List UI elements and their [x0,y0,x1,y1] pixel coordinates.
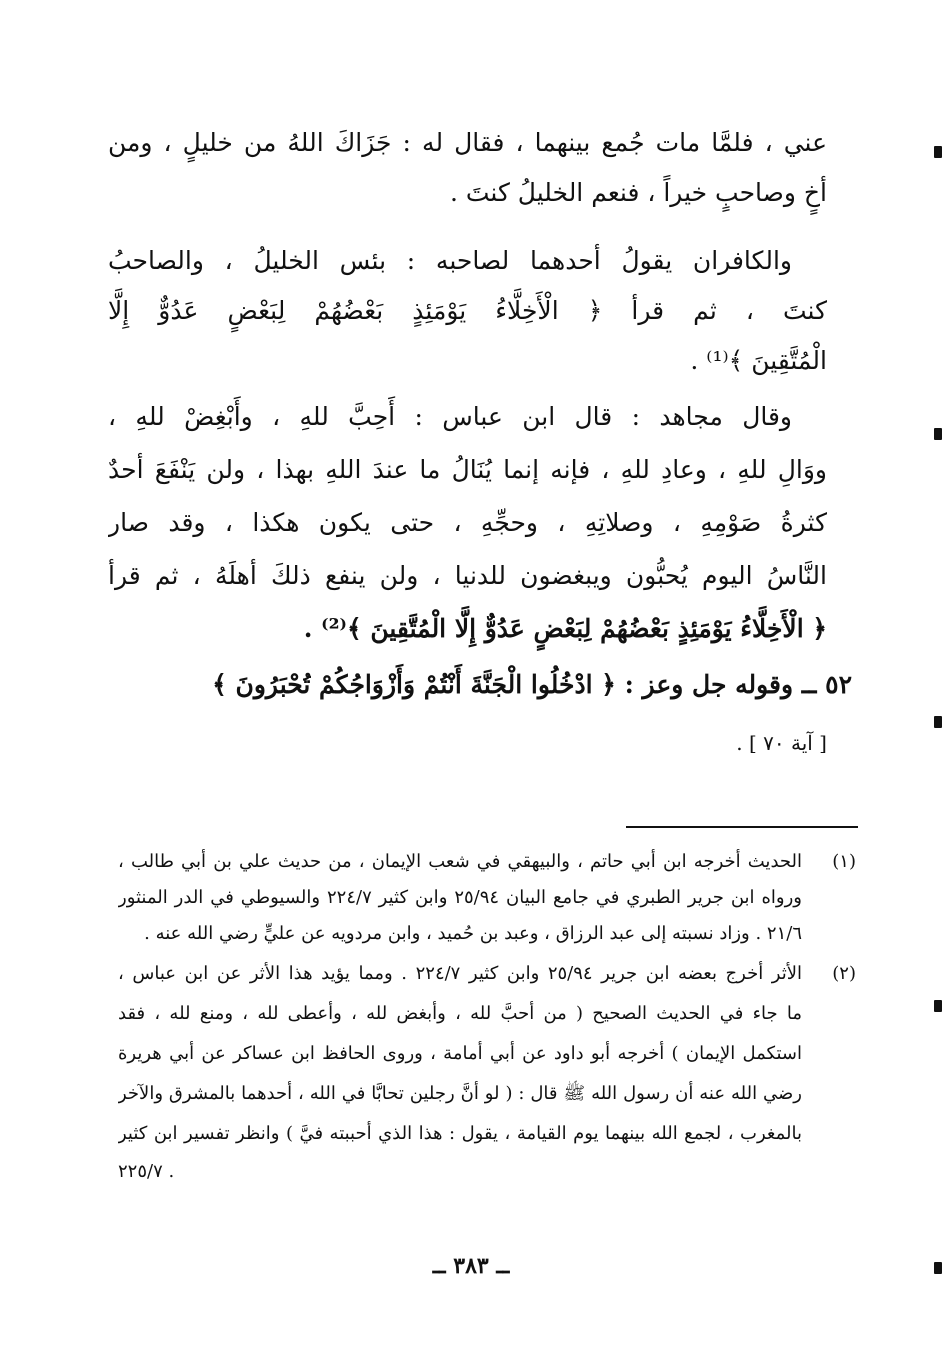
footnote-2-number: (٢) [832,963,856,984]
paragraph-3-line-2: ووَالِ للهِ ، وعادِ للهِ ، فإنه إنما يُنَالُ ما عندَ اللهِ بهذا ، ولن يَنْفَعَ أحدٌ [108,455,827,484]
footnote-1-line-3: ٢١/٦ . وزاد نسبته إلى عبد الرزاق ، وعبد بن حُميد ، وابن مردويه عن عليٍّ رضي الله عنه . [144,923,802,944]
paragraph-3-line-5: ﴿ الْأَخِلَّاءُ يَوْمَئِذٍ بَعْضُهُمْ لِبَعْضٍ عَدُوٌّ إِلَّا الْمُتَّقِينَ ﴾⁽²⁾ . [303,614,827,643]
footnote-2-line-4: رضي الله عنه أن رسول الله ﷺ قال : ( لو أنَّ رجلين تحابَّا في الله ، أحدهما بالمشرق والآخر [118,1083,802,1104]
footnote-separator [626,826,858,828]
binding-mark [934,716,942,728]
footnote-1-number: (١) [832,851,856,872]
paragraph-2-line-1: والكافران يقولُ أحدهما لصاحبه : بئس الخليلُ ، والصاحبُ [108,246,792,275]
paragraph-2-line-2: كنتَ ، ثم قرأ ﴿ الْأَخِلَّاءُ يَوْمَئِذٍ بَعْضُهُمْ لِبَعْضٍ عَدُوٌّ إِلَّا [108,296,827,325]
paragraph-3-line-3: كثرةُ صَوْمِهِ ، وصلاتِهِ ، وحجِّهِ ، حتى يكون هكذا ، وقد صار [108,508,827,537]
footnote-2-line-5: بالمغرب ، لجمع الله بينهما يوم القيامة ، يقول : هذا الذي أحببته فيَّ ) وانظر تفسير ابن كثير [118,1123,802,1144]
paragraph-2-line-3: الْمُتَّقِينَ ﴾⁽¹⁾ . [690,346,827,375]
footnote-1-line-1: الحديث أخرجه ابن أبي حاتم ، والبيهقي في شعب الإيمان ، من حديث علي بن أبي طالب ، [118,851,802,872]
section-heading: ٥٢ ــ وقوله جل وعز : ﴿ ادْخُلُوا الْجَنَّةَ أَنْتُمْ وَأَزْوَاجُكُمْ تُحْبَرُونَ ﴾ [212,670,852,699]
paragraph-1-line-1: عني ، فلمَّا مات جُمع بينهما ، فقال له : جَزَاكَ اللهُ من خليلٍ ، ومن [108,128,827,157]
footnote-2-line-6: ٢٢٥/٧ . [118,1161,175,1182]
verse-reference: [ آية ٧٠ ] . [736,731,827,755]
binding-mark [934,146,942,158]
paragraph-1-line-2: أخٍ وصاحبٍ خيراً ، فنعم الخليلُ كنتَ . [449,178,827,207]
binding-mark [934,428,942,440]
binding-mark [934,1262,942,1274]
paragraph-3-line-1: وقال مجاهد : قال ابن عباس : أَحِبَّ للهِ ، وأَبْغِضْ للهِ ، [108,402,792,431]
footnote-1-line-2: ورواه ابن جرير الطبري في جامع البيان ٢٥/٩٤ وابن كثير ٢٢٤/٧ والسيوطي في الدر المنثور [118,887,802,908]
paragraph-3-line-4: النَّاسُ اليوم يُحبُّون ويبغضون للدنيا ، ولن ينفع ذلكَ أهلَهُ ، ثم قرأ [108,561,827,590]
footnote-2-line-3: استكمل الإيمان ) أخرجه أبو داود عن أبي أمامة ، وروى الحافظ ابن عساكر عن أبي هريرة [118,1043,802,1064]
binding-mark [934,1000,942,1012]
footnote-2-line-1: الأثر أخرج بعضه ابن جرير ٢٥/٩٤ وابن كثير ٢٢٤/٧ . ومما يؤيد هذا الأثر عن ابن عباس ، [118,963,802,984]
footnote-2-line-2: ما جاء في الحديث الصحيح ( من أحبَّ لله ، وأبغض لله ، وأعطى لله ، ومنع لله ، فقد [118,1003,802,1024]
page-number: ــ ٣٨٣ ــ [432,1253,510,1279]
